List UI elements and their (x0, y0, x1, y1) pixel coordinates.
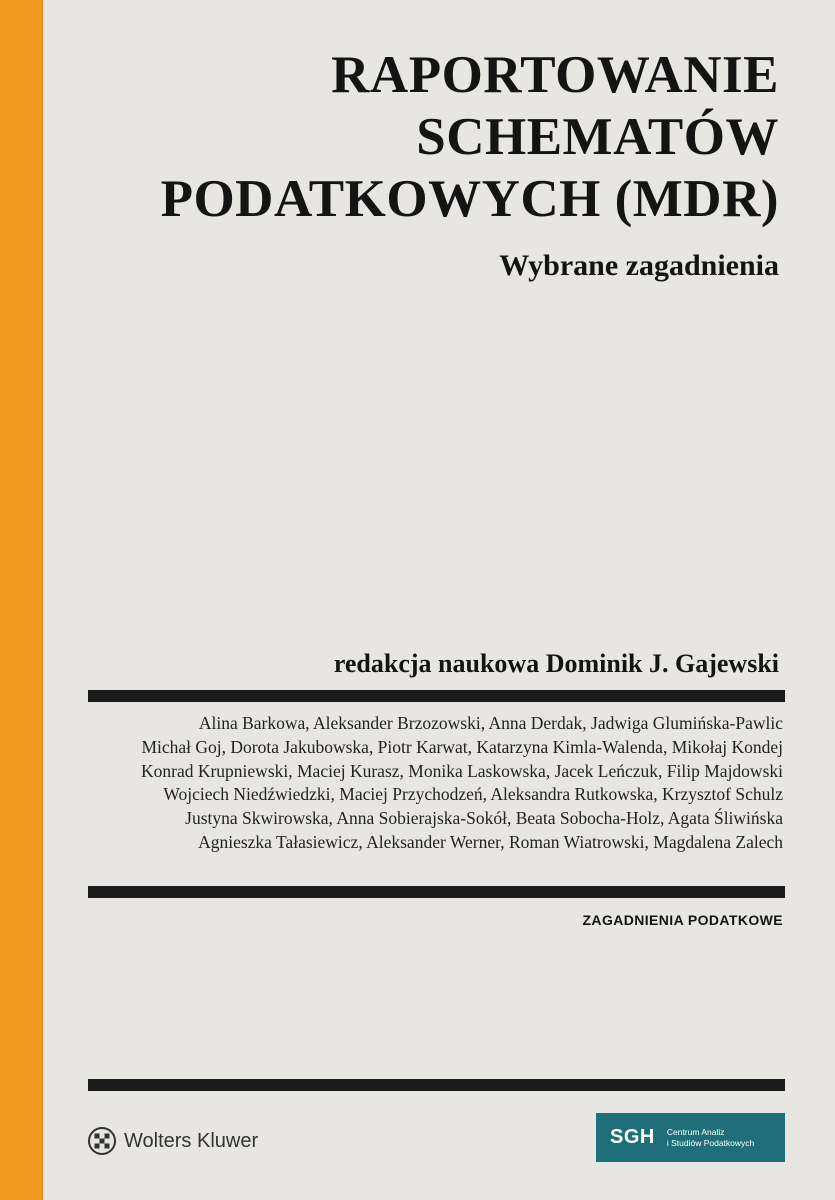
sgh-badge (596, 1113, 785, 1162)
sgh-subtitle (667, 1127, 754, 1149)
publisher-logo (88, 1124, 258, 1158)
editor-credit: redakcja naukowa Dominik J. Gajewski (333, 649, 779, 678)
divider-rule-top (88, 690, 785, 702)
title-line-1: RAPORTOWANIE (331, 46, 779, 104)
sgh-subtitle-line: i Studiów Podatkowych (666, 1137, 755, 1148)
authors-line: Justyna Skwirowska, Anna Sobierajska-Sokół, Beata Sobocha-Holz, Agata Śliwińska (185, 808, 783, 829)
book-subtitle: Wybrane zagadnienia (499, 249, 779, 282)
authors-line: Michał Goj, Dorota Jakubowska, Piotr Karwat, Katarzyna Kimla-Walenda, Mikołaj Kondej (141, 736, 783, 757)
orange-spine (0, 0, 43, 1200)
authors-line: Agnieszka Tałasiewicz, Aleksander Werner, Roman Wiatrowski, Magdalena Zalech (198, 831, 783, 852)
authors-list (141, 712, 783, 855)
sgh-logo-text: SGH (610, 1126, 655, 1148)
authors-line: Konrad Krupniewski, Maciej Kurasz, Monika Laskowska, Jacek Leńczuk, Filip Majdowski (140, 760, 783, 781)
book-title (161, 44, 779, 230)
series-name: ZAGADNIENIA PODATKOWE (582, 912, 783, 928)
title-line-3: PODATKOWYCH (MDR) (160, 170, 779, 228)
sgh-subtitle-line: Centrum Analiz (666, 1126, 725, 1137)
divider-rule-middle (88, 886, 785, 898)
wolters-kluwer-logo-icon (88, 1127, 116, 1155)
title-line-2: SCHEMATÓW (416, 108, 779, 166)
publisher-name: Wolters Kluwer (124, 1129, 259, 1152)
authors-line: Wojciech Niedźwiedzki, Maciej Przychodzeń, Aleksandra Rutkowska, Krzysztof Schulz (163, 784, 783, 805)
authors-line: Alina Barkowa, Aleksander Brzozowski, Anna Derdak, Jadwiga Glumińska-Pawlic (198, 713, 783, 733)
divider-rule-bottom (88, 1079, 785, 1091)
